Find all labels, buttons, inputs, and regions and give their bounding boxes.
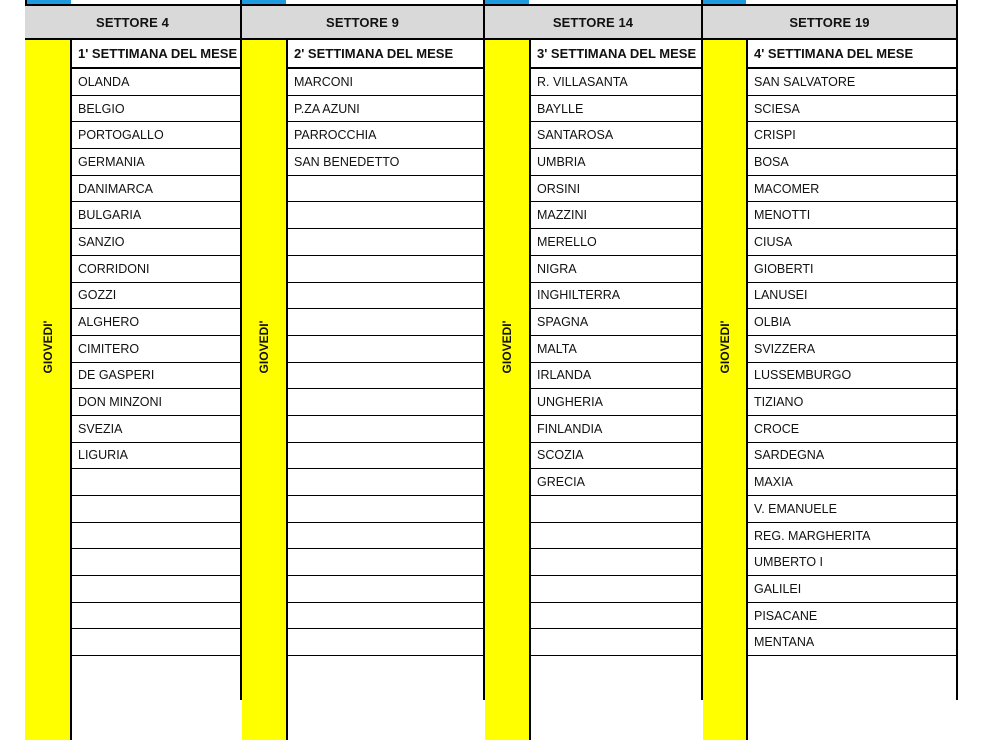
street-list bbox=[748, 40, 956, 656]
sector-column-14 bbox=[483, 0, 701, 700]
street-cell: SCIESA bbox=[748, 96, 956, 123]
street-cell: CIUSA bbox=[748, 229, 956, 256]
street-cell bbox=[531, 576, 701, 603]
street-cell: DANIMARCA bbox=[72, 176, 240, 203]
street-cell bbox=[72, 576, 240, 603]
column-border bbox=[956, 0, 958, 700]
street-cell bbox=[288, 549, 483, 576]
street-cell: PARROCCHIA bbox=[288, 122, 483, 149]
street-cell bbox=[288, 576, 483, 603]
street-cell bbox=[72, 469, 240, 496]
street-cell: TIZIANO bbox=[748, 389, 956, 416]
street-cell bbox=[72, 629, 240, 656]
street-cell: UNGHERIA bbox=[531, 389, 701, 416]
street-cell: DON MINZONI bbox=[72, 389, 240, 416]
street-cell: GOZZI bbox=[72, 283, 240, 310]
day-strip bbox=[485, 40, 529, 740]
street-cell bbox=[72, 496, 240, 523]
street-cell bbox=[288, 629, 483, 656]
street-cell bbox=[72, 603, 240, 630]
day-label: GIOVEDI' bbox=[500, 320, 514, 374]
street-cell: BULGARIA bbox=[72, 202, 240, 229]
sector-column-19 bbox=[701, 0, 958, 700]
street-cell: R. VILLASANTA bbox=[531, 69, 701, 96]
street-cell: BAYLLE bbox=[531, 96, 701, 123]
street-cell: NIGRA bbox=[531, 256, 701, 283]
day-label: GIOVEDI' bbox=[257, 320, 271, 374]
sector-column-4 bbox=[25, 0, 240, 700]
street-cell bbox=[288, 416, 483, 443]
street-cell: ALGHERO bbox=[72, 309, 240, 336]
street-cell bbox=[531, 496, 701, 523]
day-strip bbox=[25, 40, 71, 740]
street-cell bbox=[288, 469, 483, 496]
street-list bbox=[531, 40, 701, 656]
sector-column-9 bbox=[240, 0, 483, 700]
street-cell: SVEZIA bbox=[72, 416, 240, 443]
street-cell bbox=[72, 523, 240, 550]
street-cell bbox=[288, 603, 483, 630]
street-cell bbox=[72, 549, 240, 576]
street-cell bbox=[288, 389, 483, 416]
street-cell: BOSA bbox=[748, 149, 956, 176]
street-cell: CRISPI bbox=[748, 122, 956, 149]
street-cell bbox=[288, 283, 483, 310]
street-cell: P.ZA AZUNI bbox=[288, 96, 483, 123]
street-cell: SAN BENEDETTO bbox=[288, 149, 483, 176]
street-cell bbox=[288, 443, 483, 470]
street-cell: BELGIO bbox=[72, 96, 240, 123]
street-cell: UMBRIA bbox=[531, 149, 701, 176]
street-cell: OLBIA bbox=[748, 309, 956, 336]
street-cell: GRECIA bbox=[531, 469, 701, 496]
day-label: GIOVEDI' bbox=[41, 320, 55, 374]
street-cell bbox=[288, 202, 483, 229]
street-cell: CORRIDONI bbox=[72, 256, 240, 283]
street-cell: MENTANA bbox=[748, 629, 956, 656]
street-cell: SANZIO bbox=[72, 229, 240, 256]
street-cell: MERELLO bbox=[531, 229, 701, 256]
street-list bbox=[288, 40, 483, 656]
day-strip bbox=[703, 40, 746, 740]
street-cell: MALTA bbox=[531, 336, 701, 363]
street-cell: OLANDA bbox=[72, 69, 240, 96]
week-label: 4' SETTIMANA DEL MESE bbox=[748, 40, 956, 69]
street-cell: CROCE bbox=[748, 416, 956, 443]
street-cell bbox=[531, 603, 701, 630]
day-label: GIOVEDI' bbox=[717, 320, 732, 374]
street-cell: MAXIA bbox=[748, 469, 956, 496]
street-list bbox=[72, 40, 240, 656]
street-cell: GALILEI bbox=[748, 576, 956, 603]
street-cell bbox=[531, 629, 701, 656]
street-cell bbox=[288, 309, 483, 336]
street-cell: MENOTTI bbox=[748, 202, 956, 229]
day-strip bbox=[242, 40, 286, 740]
street-cell bbox=[288, 336, 483, 363]
street-cell: GIOBERTI bbox=[748, 256, 956, 283]
street-cell bbox=[288, 176, 483, 203]
street-cell bbox=[288, 523, 483, 550]
sector-title: SETTORE 9 bbox=[242, 6, 483, 38]
street-cell bbox=[531, 523, 701, 550]
street-cell: UMBERTO I bbox=[748, 549, 956, 576]
week-label: 2' SETTIMANA DEL MESE bbox=[288, 40, 483, 69]
street-cell bbox=[531, 549, 701, 576]
street-cell: PISACANE bbox=[748, 603, 956, 630]
street-cell: SVIZZERA bbox=[748, 336, 956, 363]
schedule-sheet bbox=[25, 0, 958, 700]
street-cell: MARCONI bbox=[288, 69, 483, 96]
street-cell: SCOZIA bbox=[531, 443, 701, 470]
street-cell bbox=[288, 363, 483, 390]
street-cell: SPAGNA bbox=[531, 309, 701, 336]
sector-title: SETTORE 14 bbox=[485, 6, 701, 38]
sector-title: SETTORE 19 bbox=[703, 6, 956, 38]
street-cell: ORSINI bbox=[531, 176, 701, 203]
street-cell: MAZZINI bbox=[531, 202, 701, 229]
street-cell: IRLANDA bbox=[531, 363, 701, 390]
street-cell: PORTOGALLO bbox=[72, 122, 240, 149]
street-cell bbox=[288, 256, 483, 283]
street-cell bbox=[288, 229, 483, 256]
street-cell: LIGURIA bbox=[72, 443, 240, 470]
street-cell: SAN SALVATORE bbox=[748, 69, 956, 96]
street-cell: DE GASPERI bbox=[72, 363, 240, 390]
week-label: 3' SETTIMANA DEL MESE bbox=[531, 40, 701, 69]
street-cell: INGHILTERRA bbox=[531, 283, 701, 310]
street-cell: LUSSEMBURGO bbox=[748, 363, 956, 390]
street-cell: LANUSEI bbox=[748, 283, 956, 310]
street-cell bbox=[288, 496, 483, 523]
street-cell: GERMANIA bbox=[72, 149, 240, 176]
sector-title: SETTORE 4 bbox=[25, 6, 240, 38]
street-cell: SARDEGNA bbox=[748, 443, 956, 470]
street-cell: V. EMANUELE bbox=[748, 496, 956, 523]
street-cell: SANTAROSA bbox=[531, 122, 701, 149]
street-cell: REG. MARGHERITA bbox=[748, 523, 956, 550]
street-cell: FINLANDIA bbox=[531, 416, 701, 443]
street-cell: CIMITERO bbox=[72, 336, 240, 363]
street-cell: MACOMER bbox=[748, 176, 956, 203]
week-label: 1' SETTIMANA DEL MESE bbox=[72, 40, 240, 69]
